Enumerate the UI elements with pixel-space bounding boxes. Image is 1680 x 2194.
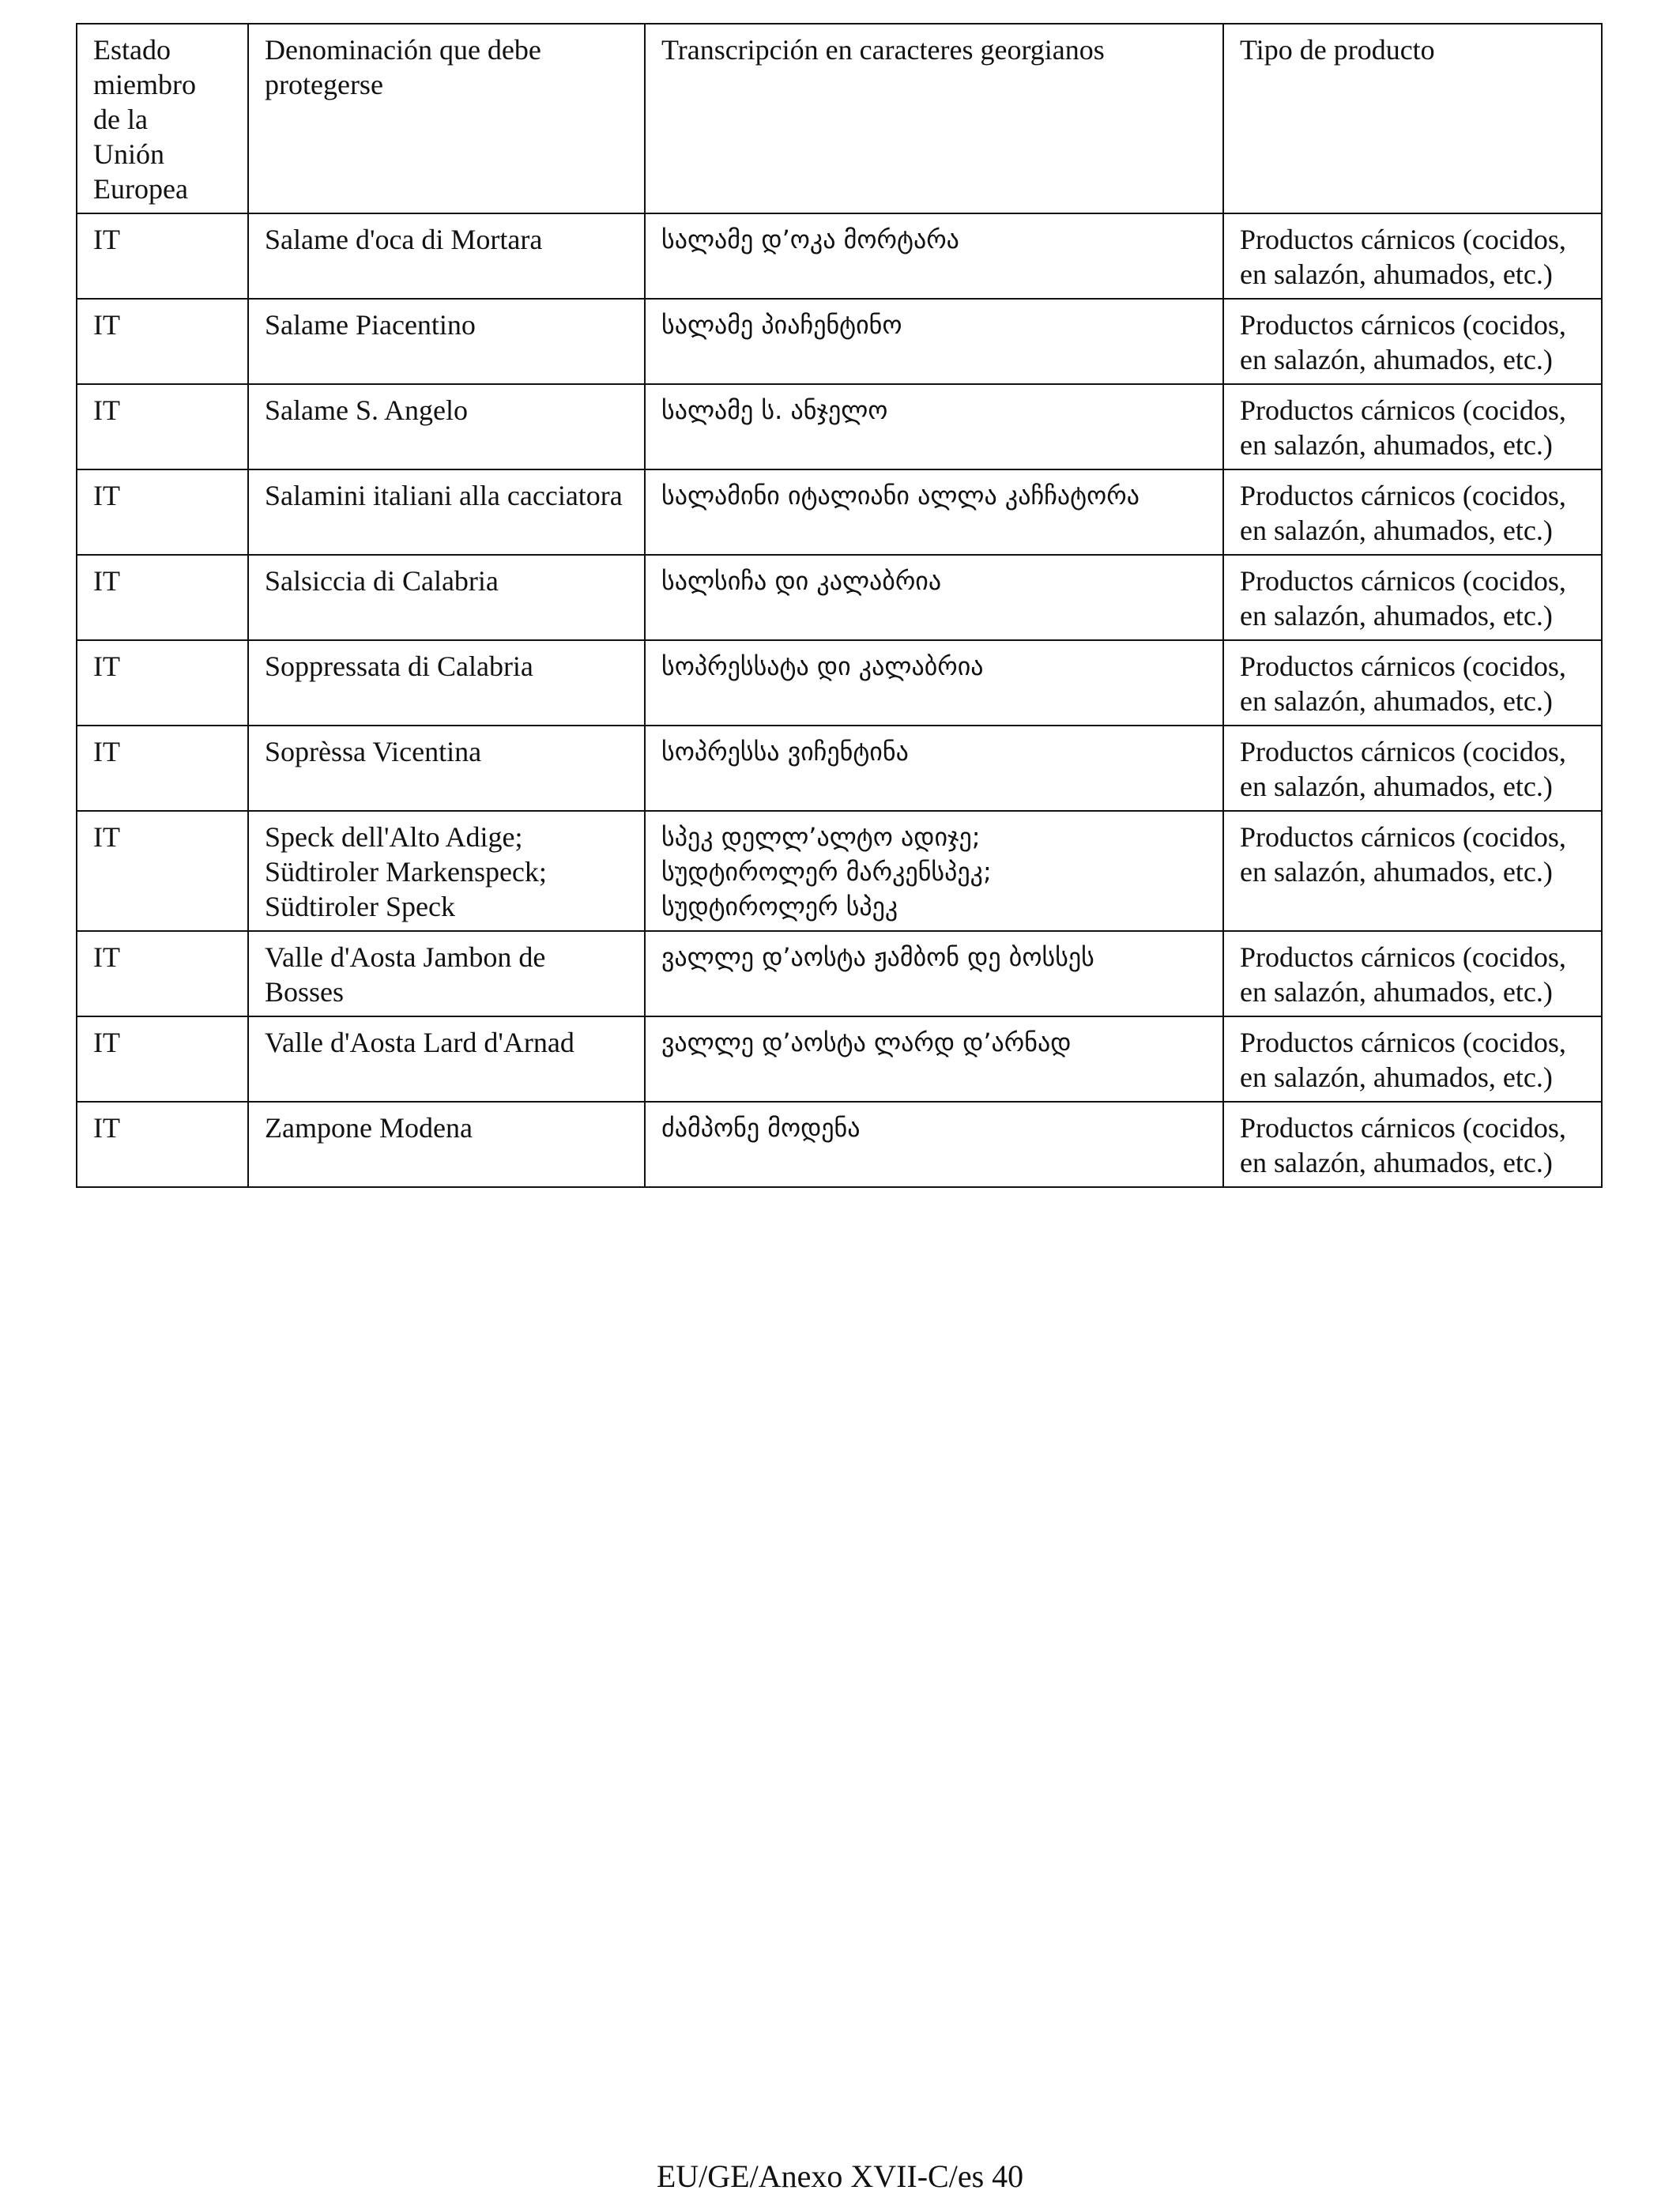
cell-product-type: Productos cárnicos (cocidos, en salazón, ahumados, etc.) <box>1223 213 1602 299</box>
cell-name: Salame S. Angelo <box>248 384 645 469</box>
cell-product-type: Productos cárnicos (cocidos, en salazón, ahumados, etc.) <box>1223 384 1602 469</box>
table-row <box>77 384 1602 469</box>
cell-georgian: სალამინი იტალიანი ალლა კაჩჩატორა <box>645 469 1223 555</box>
page-footer-reference: EU/GE/Anexo XVII-C/es 40 <box>656 2158 1024 2194</box>
cell-product-type: Productos cárnicos (cocidos, en salazón, ahumados, etc.) <box>1223 726 1602 811</box>
cell-product-type: Productos cárnicos (cocidos, en salazón, ahumados, etc.) <box>1223 1016 1602 1102</box>
cell-georgian: ვალლე დ’აოსტა ჟამბონ დე ბოსსეს <box>645 931 1223 1016</box>
table-row <box>77 1016 1602 1102</box>
protected-names-table <box>76 23 1603 1188</box>
cell-georgian: სპეკ დელლ’ალტო ადიჯე; სუდტიროლერ მარკენსპეკ; სუდტიროლერ სპეკ <box>645 811 1223 931</box>
cell-member-state: IT <box>77 726 248 811</box>
header-transcription: Transcripción en caracteres georgianos <box>645 24 1223 213</box>
cell-georgian: სალამე დ’ოკა მორტარა <box>645 213 1223 299</box>
cell-georgian: სალამე პიაჩენტინო <box>645 299 1223 384</box>
cell-product-type: Productos cárnicos (cocidos, en salazón, ahumados, etc.) <box>1223 640 1602 726</box>
cell-name: Salame Piacentino <box>248 299 645 384</box>
table-header-row <box>77 24 1602 213</box>
cell-georgian: სოპრესსა ვიჩენტინა <box>645 726 1223 811</box>
cell-member-state: IT <box>77 555 248 640</box>
cell-georgian: ძამპონე მოდენა <box>645 1102 1223 1187</box>
table-row <box>77 213 1602 299</box>
table-row <box>77 555 1602 640</box>
cell-name: Salsiccia di Calabria <box>248 555 645 640</box>
cell-product-type: Productos cárnicos (cocidos, en salazón, ahumados, etc.) <box>1223 469 1602 555</box>
cell-name: Valle d'Aosta Jambon de Bosses <box>248 931 645 1016</box>
cell-name: Soprèssa Vicentina <box>248 726 645 811</box>
table-row <box>77 640 1602 726</box>
cell-member-state: IT <box>77 640 248 726</box>
cell-name: Soppressata di Calabria <box>248 640 645 726</box>
cell-member-state: IT <box>77 811 248 931</box>
cell-member-state: IT <box>77 1016 248 1102</box>
table-row <box>77 299 1602 384</box>
cell-georgian: ვალლე დ’აოსტა ლარდ დ’არნად <box>645 1016 1223 1102</box>
cell-member-state: IT <box>77 299 248 384</box>
cell-name: Valle d'Aosta Lard d'Arnad <box>248 1016 645 1102</box>
cell-member-state: IT <box>77 469 248 555</box>
table-row <box>77 811 1602 931</box>
header-name: Denominación que debe protegerse <box>248 24 645 213</box>
cell-product-type: Productos cárnicos (cocidos, en salazón, ahumados, etc.) <box>1223 555 1602 640</box>
table-row <box>77 1102 1602 1187</box>
cell-name: Zampone Modena <box>248 1102 645 1187</box>
cell-georgian: სალამე ს. ანჯელო <box>645 384 1223 469</box>
cell-product-type: Productos cárnicos (cocidos, en salazón, ahumados, etc.) <box>1223 299 1602 384</box>
cell-member-state: IT <box>77 931 248 1016</box>
cell-product-type: Productos cárnicos (cocidos, en salazón, ahumados, etc.) <box>1223 931 1602 1016</box>
cell-product-type: Productos cárnicos (cocidos, en salazón, ahumados, etc.) <box>1223 811 1602 931</box>
table-row <box>77 931 1602 1016</box>
table-row <box>77 469 1602 555</box>
cell-name: Salamini italiani alla cacciatora <box>248 469 645 555</box>
cell-name: Speck dell'Alto Adige; Südtiroler Markenspeck; Südtiroler Speck <box>248 811 645 931</box>
table-row <box>77 726 1602 811</box>
cell-product-type: Productos cárnicos (cocidos, en salazón, ahumados, etc.) <box>1223 1102 1602 1187</box>
header-member-state: Estado miembro de la Unión Europea <box>77 24 248 213</box>
header-product-type: Tipo de producto <box>1223 24 1602 213</box>
cell-member-state: IT <box>77 213 248 299</box>
cell-georgian: სოპრესსატა დი კალაბრია <box>645 640 1223 726</box>
cell-member-state: IT <box>77 384 248 469</box>
cell-georgian: სალსიჩა დი კალაბრია <box>645 555 1223 640</box>
cell-member-state: IT <box>77 1102 248 1187</box>
cell-name: Salame d'oca di Mortara <box>248 213 645 299</box>
